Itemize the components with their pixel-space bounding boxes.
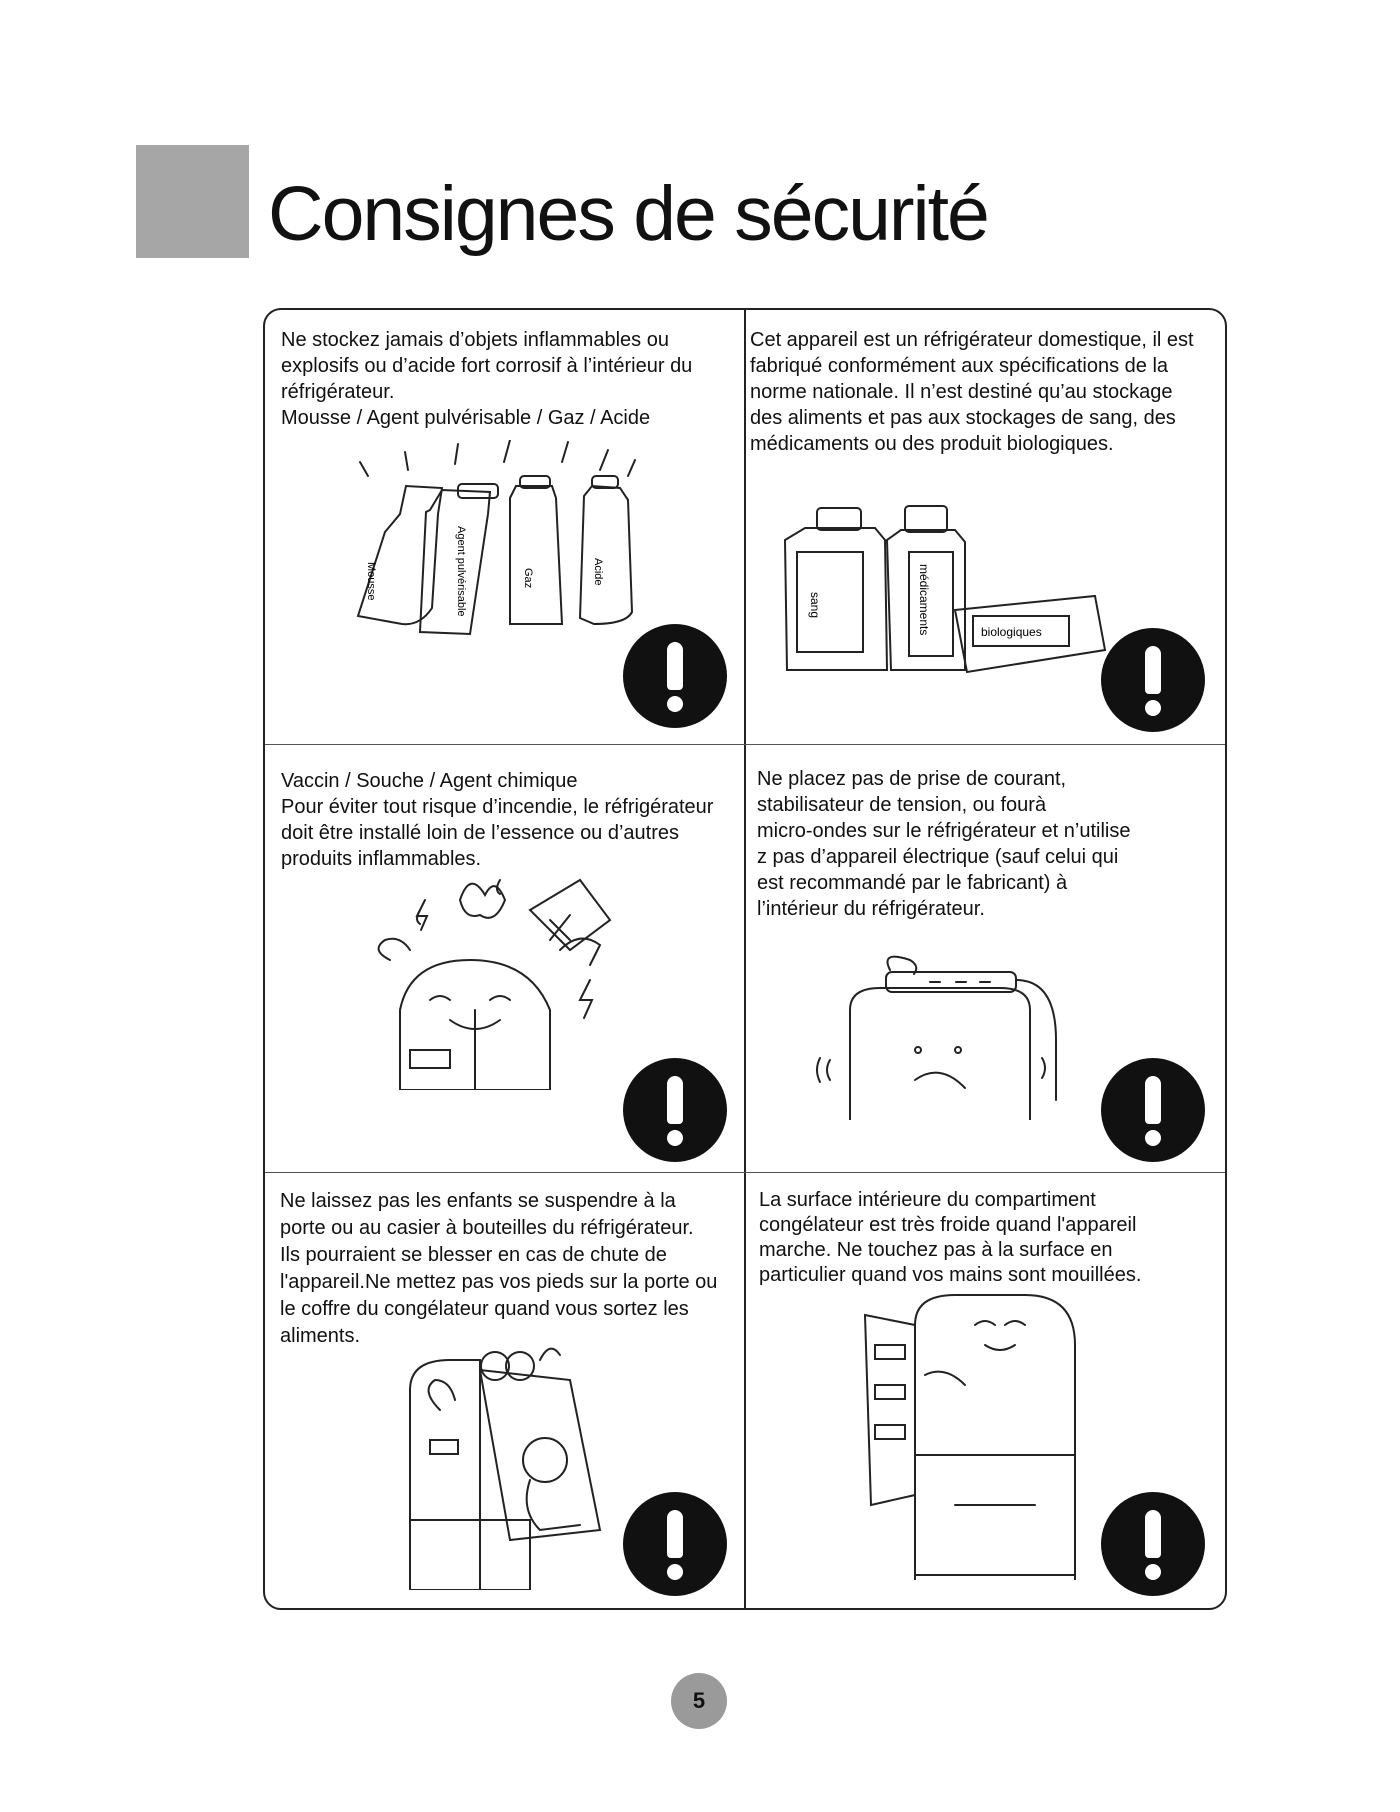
title-gray-block <box>136 145 249 258</box>
cell-electrical-text: Ne placez pas de prise de courant, stabilisateur de tension, ou fourà micro-ondes sur le réfrigérateur et n’utilise z pas d’appareil électrique (sauf celui qui est recommandé par le fabricant) à l’intérieur du réfrigérateur. <box>757 768 1131 920</box>
warning-exclamation-icon <box>1101 1058 1205 1162</box>
fridge-power-strip-illustration <box>810 950 1070 1120</box>
frozen-fridge-illustration <box>855 1285 1085 1580</box>
cell-fire-risk-text: Vaccin / Souche / Agent chimique Pour éviter tout risque d’incendie, le réfrigérateur doit être installé loin de l’essence ou d’autres produits inflammables. <box>281 770 714 870</box>
svg-text:sang: sang <box>808 592 822 619</box>
child-hanging-door-illustration <box>400 1340 620 1590</box>
svg-text:Acide: Acide <box>592 558 604 586</box>
row-divider <box>265 744 1225 745</box>
flammable-bottles-illustration <box>340 440 670 660</box>
warning-exclamation-icon <box>623 1058 727 1162</box>
page-title: Consignes de sécurité <box>268 171 988 257</box>
page-number: 5 <box>671 1673 727 1729</box>
warning-exclamation-icon <box>623 624 727 728</box>
svg-text:Agent pulvérisable: Agent pulvérisable <box>455 526 467 617</box>
svg-text:biologiques: biologiques <box>981 625 1042 639</box>
warning-exclamation-icon <box>1101 628 1205 732</box>
svg-text:Mousse: Mousse <box>365 562 377 601</box>
svg-text:Gaz: Gaz <box>522 568 534 589</box>
row-divider <box>265 1172 1225 1173</box>
cell-domestic-use-text: Cet appareil est un réfrigérateur domestique, il est fabriqué conformément aux spécifications de la norme nationale. Il n’est destiné qu’au stockage des aliments et pas aux stockages de sang, des médicaments ou des produit biologiques. <box>750 329 1194 455</box>
medical-containers-illustration <box>775 500 1115 680</box>
warning-exclamation-icon <box>623 1492 727 1596</box>
fridge-fire-illustration <box>350 860 640 1090</box>
cell-freezer-cold-text: La surface intérieure du compartiment congélateur est très froide quand l'appareil marche. Ne touchez pas à la surface en particulier quand vos mains sont mouillées. <box>759 1189 1142 1286</box>
cell-children-text: Ne laissez pas les enfants se suspendre à la porte ou au casier à bouteilles du réfrigérateur. Ils pourraient se blesser en cas de chute de l'appareil.Ne mettez pas vos pieds sur la porte ou le coffre du congélateur quand vous sortez les aliments. <box>280 1190 718 1347</box>
column-divider <box>744 310 746 1608</box>
svg-text:médicaments: médicaments <box>917 564 931 636</box>
warning-exclamation-icon <box>1101 1492 1205 1596</box>
cell-flammables-text: Ne stockez jamais d’objets inflammables ou explosifs ou d’acide fort corrosif à l’intérieur du réfrigérateur. Mousse / Agent pulvérisable / Gaz / Acide <box>281 329 693 429</box>
